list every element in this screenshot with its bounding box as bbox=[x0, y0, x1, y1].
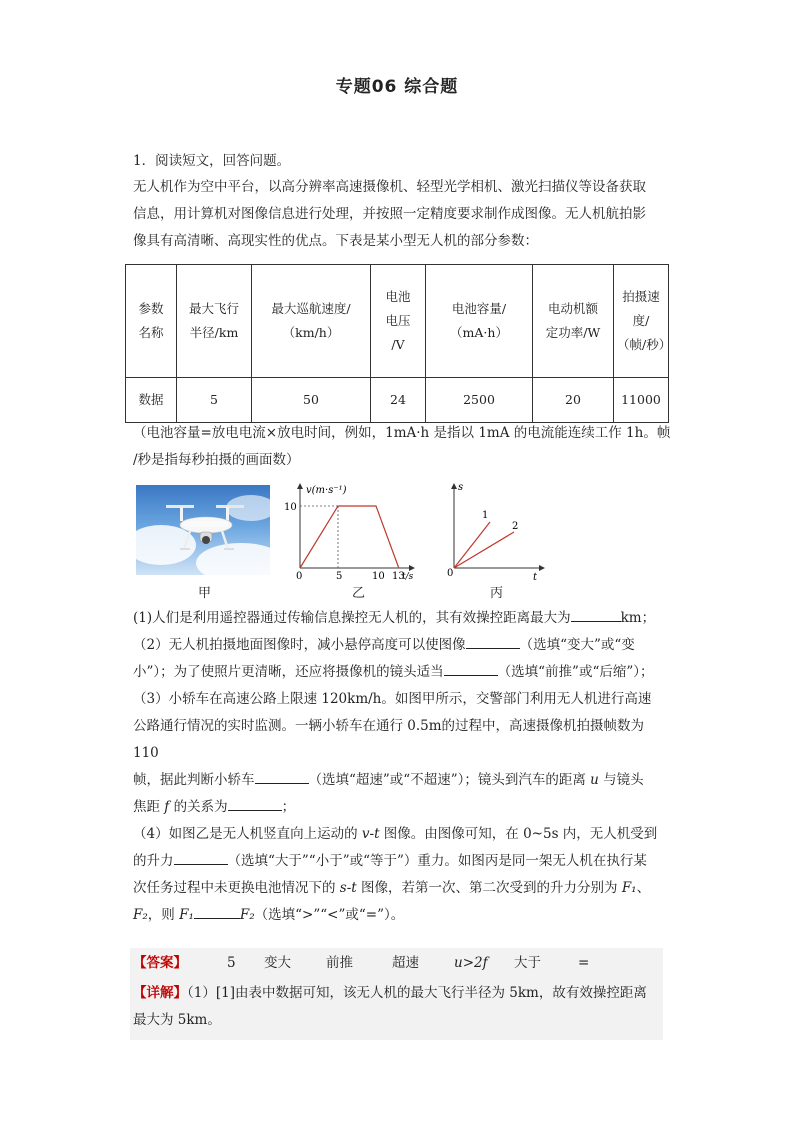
figure-label: 甲 bbox=[198, 586, 212, 601]
questions bbox=[133, 605, 673, 929]
vt-graph bbox=[284, 480, 418, 582]
question-4-cont: 的升力 （选填“大于”“小于”或“等于”）重力。如图丙是同一架无人机在执行某 bbox=[133, 853, 647, 869]
answer-label: 【答案】 bbox=[133, 955, 187, 971]
st-line-2 bbox=[454, 532, 514, 568]
table-cell: 24 bbox=[371, 378, 426, 423]
detail-label: 【详解】 bbox=[133, 985, 187, 1001]
table-cell: 11000 bbox=[614, 378, 669, 423]
answer-item: = bbox=[578, 955, 590, 971]
question-2: （2）无人机拍摄地面图像时，减小悬停高度可以使图像 （选填“变大”或“变 bbox=[133, 637, 635, 653]
question-number: 1．阅读短文，回答问题。 bbox=[133, 153, 291, 169]
table-header-cell: 最大巡航速度/ （km/h） bbox=[252, 265, 371, 378]
table-header-cell: 电动机额 定功率/W bbox=[533, 265, 614, 378]
table-cell: 5 bbox=[177, 378, 252, 423]
table-row bbox=[126, 378, 669, 423]
parameter-table bbox=[125, 264, 672, 423]
question-1: (1)人们是利用遥控器通过传输信息操控无人机的，其有效操控距离最大为 km； bbox=[133, 610, 656, 626]
detail-explanation: 【详解】（1）[1]由表中数据可知，该无人机的最大飞行半径为 5km，故有效操控距离 最大为 5km。 bbox=[133, 985, 647, 1028]
figure-label: 丙 bbox=[490, 586, 504, 601]
question-4: （4）如图乙是无人机竖直向上运动的 v-t 图像。由图像可知，在 0~5s 内，无人机受到 bbox=[133, 826, 658, 842]
passage-line: 像具有高清晰、高现实性的优点。下表是某小型无人机的部分参数： bbox=[133, 233, 538, 249]
answer-item: 5 bbox=[227, 955, 236, 971]
vt-xlabel: t/s bbox=[402, 572, 414, 582]
table-cell: 2500 bbox=[426, 378, 533, 423]
passage-line: 无人机作为空中平台，以高分辨率高速摄像机、轻型光学相机、激光扫描仪等设备获取 bbox=[133, 179, 646, 195]
vt-xtick: 10 bbox=[372, 571, 385, 582]
st-line-label: 2 bbox=[512, 521, 519, 532]
table-cell: 数据 bbox=[126, 378, 177, 423]
vt-xtick: 13 bbox=[392, 571, 405, 582]
table-header-cell: 参数 名称 bbox=[126, 265, 177, 378]
page-title: 专题06 综合题 bbox=[335, 77, 459, 97]
table-header-cell: 拍摄速度/ （帧/秒） bbox=[614, 265, 669, 378]
st-line-1 bbox=[454, 522, 490, 568]
st-graph bbox=[442, 480, 550, 583]
question-2-cont: 小”）；为了使照片更清晰，还应将摄像机的镜头适当 （选填“前推”或“后缩”）； bbox=[133, 664, 654, 680]
passage bbox=[133, 174, 673, 255]
vt-xtick: 5 bbox=[336, 571, 343, 582]
table-note: （电池容量=放电电流×放电时间，例如，1mA·h 是指以 1mA 的电流能连续工作 1h。帧 /秒是指每秒拍摄的画面数） bbox=[133, 425, 671, 468]
vt-ytick: 10 bbox=[284, 502, 297, 513]
question-3-cont: 焦距 f 的关系为 ； bbox=[133, 799, 296, 815]
table-cell: 50 bbox=[252, 378, 371, 423]
table-header-row bbox=[126, 265, 669, 378]
drone-icon bbox=[136, 485, 270, 575]
st-ylabel: s bbox=[458, 482, 464, 493]
question-3: （3）小轿车在高速公路上限速 120km/h。如图甲所示，交警部门利用无人机进行高速 bbox=[133, 691, 652, 707]
table-cell: 20 bbox=[533, 378, 614, 423]
question-3-cont: 公路通行情况的实时监测。一辆小轿车在通行 0.5m的过程中，高速摄像机拍摄帧数为 110 bbox=[133, 718, 645, 761]
question-3-cont: 帧，据此判断小轿车 （选填“超速”或“不超速”）；镜头到汽车的距离 u 与镜头 bbox=[133, 772, 644, 788]
vt-xtick: 0 bbox=[296, 571, 303, 582]
table-header-cell: 电池容量/ （mA·h） bbox=[426, 265, 533, 378]
figures bbox=[130, 480, 550, 600]
st-line-label: 1 bbox=[482, 510, 489, 521]
st-xlabel: t bbox=[533, 572, 538, 583]
st-origin: 0 bbox=[447, 568, 454, 579]
answer-item: 超速 bbox=[392, 955, 419, 971]
question-4-cont: F₂，则 F₁ F₂（选填“>”“<”或“=”）。 bbox=[133, 907, 405, 923]
vt-ylabel: v(m·s⁻¹) bbox=[306, 485, 347, 496]
answer-item: 前推 bbox=[326, 955, 353, 971]
answer-item: 大于 bbox=[514, 955, 541, 971]
drone-photo bbox=[136, 485, 270, 575]
passage-line: 信息，用计算机对图像信息进行处理，并按照一定精度要求制作成图像。无人机航拍影 bbox=[133, 206, 646, 222]
table-header-cell: 最大飞行 半径/km bbox=[177, 265, 252, 378]
table-header-cell: 电池 电压 /V bbox=[371, 265, 426, 378]
figure-label: 乙 bbox=[352, 586, 366, 601]
answer-item: u>2f bbox=[454, 955, 488, 971]
answer-item: 变大 bbox=[264, 955, 291, 971]
question-4-cont: 次任务过程中未更换电池情况下的 s-t 图像，若第一次、第二次受到的升力分别为 F₁、 bbox=[133, 880, 651, 896]
